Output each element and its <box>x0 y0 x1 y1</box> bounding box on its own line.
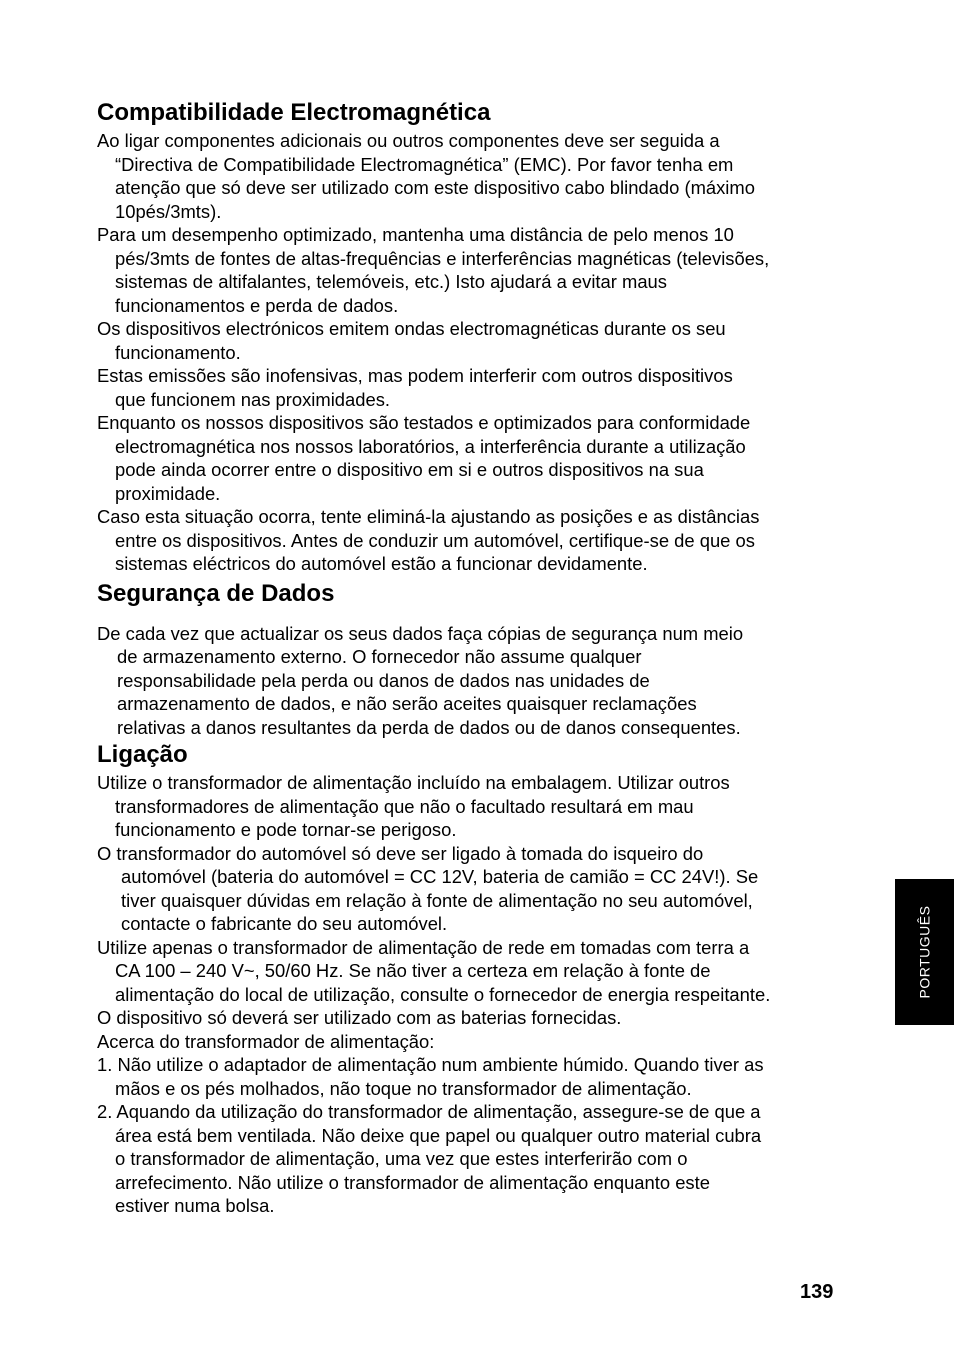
paragraph: Utilize o transformador de alimentação incluído na embalagem. Utilizar outros transformadores de alimentação que não o facultado resultará em mau funcionamento e pode tornar-se perigoso. <box>97 772 730 840</box>
section-heading-data-security: Segurança de Dados <box>97 579 335 607</box>
paragraph: Ao ligar componentes adicionais ou outros componentes deve ser seguida a “Directiva de Compatibilidade Electromagnética” (EMC). Por favor tenha em atenção que só deve ser utilizado com este dispositivo cabo blindado (máximo 10pés/3mts). <box>97 130 755 222</box>
section-heading-connection: Ligação <box>97 741 188 768</box>
paragraph: De cada vez que actualizar os seus dados faça cópias de segurança num meio de armazenamento externo. O fornecedor não assume qualquer responsabilidade pela perda ou danos de dados nas unidades de armazenamento de dados, e não serão aceites quaisquer reclamações relativas a danos resultantes da perda de dados ou de danos consequentes. <box>97 622 744 738</box>
language-tab-label: PORTUGUÊS <box>916 905 933 999</box>
paragraph: O dispositivo só deverá ser utilizado com as baterias fornecidas. <box>97 1007 622 1028</box>
language-tab <box>895 879 954 1025</box>
paragraph: Caso esta situação ocorra, tente eliminá-la ajustando as posições e as distâncias entre os dispositivos. Antes de conduzir um automóvel, certifique-se de que os sistemas eléctricos do automóvel estão a funcionar devidamente. <box>97 506 760 574</box>
numbered-item: 2. Aquando da utilização do transformador de alimentação, assegure-se de que a área está bem ventilada. Não deixe que papel ou qualquer outro material cubra o transformador de alimentação, uma vez que estes interferirão com o arrefecimento. Não utilize o transformador de alimentação enquanto este estiver numa bolsa. <box>97 1101 762 1216</box>
page-content <box>97 97 849 1218</box>
paragraph: Utilize apenas o transformador de alimentação de rede em tomadas com terra a CA 100 – 240 V~, 50/60 Hz. Se não tiver a certeza em relação à fonte de alimentação do local de utilização, consulte o fornecedor de energia respeitante. <box>97 936 771 1005</box>
paragraph: Para um desempenho optimizado, mantenha uma distância de pelo menos 10 pés/3mts de fontes de altas-frequências e interferências magnéticas (televisões, sistemas de altifalantes, telemóveis, etc.) Isto ajudará a evitar maus funcionamentos e perda de dados. <box>97 224 770 316</box>
paragraph: Acerca do transformador de alimentação: <box>97 1030 435 1052</box>
paragraph: Enquanto os nossos dispositivos são testados e optimizados para conformidade electromagnética nos nossos laboratórios, a interferência durante a utilização pode ainda ocorrer entre o dispositivo em si e outros dispositivos na sua proximidade. <box>97 412 751 504</box>
paragraph: Estas emissões são inofensivas, mas podem interferir com outros dispositivos que funcionem nas proximidades. <box>97 365 733 410</box>
paragraph: Os dispositivos electrónicos emitem ondas electromagnéticas durante os seu funcionamento. <box>97 318 726 363</box>
page-number: 139 <box>800 1281 834 1303</box>
spacer <box>97 610 849 622</box>
numbered-item: 1. Não utilize o adaptador de alimentação num ambiente húmido. Quando tiver as mãos e os pés molhados, não toque no transformador de alimentação. <box>97 1054 764 1099</box>
paragraph: O transformador do automóvel só deve ser ligado à tomada do isqueiro do automóvel (bateria do automóvel = CC 12V, bateria de camião = CC 24V!). Se tiver quaisquer dúvidas em relação à fonte de alimentação no seu automóvel, contacte o fabricante do seu automóvel. <box>97 842 759 934</box>
section-heading-emc: Compatibilidade Electromagnética <box>97 99 491 126</box>
